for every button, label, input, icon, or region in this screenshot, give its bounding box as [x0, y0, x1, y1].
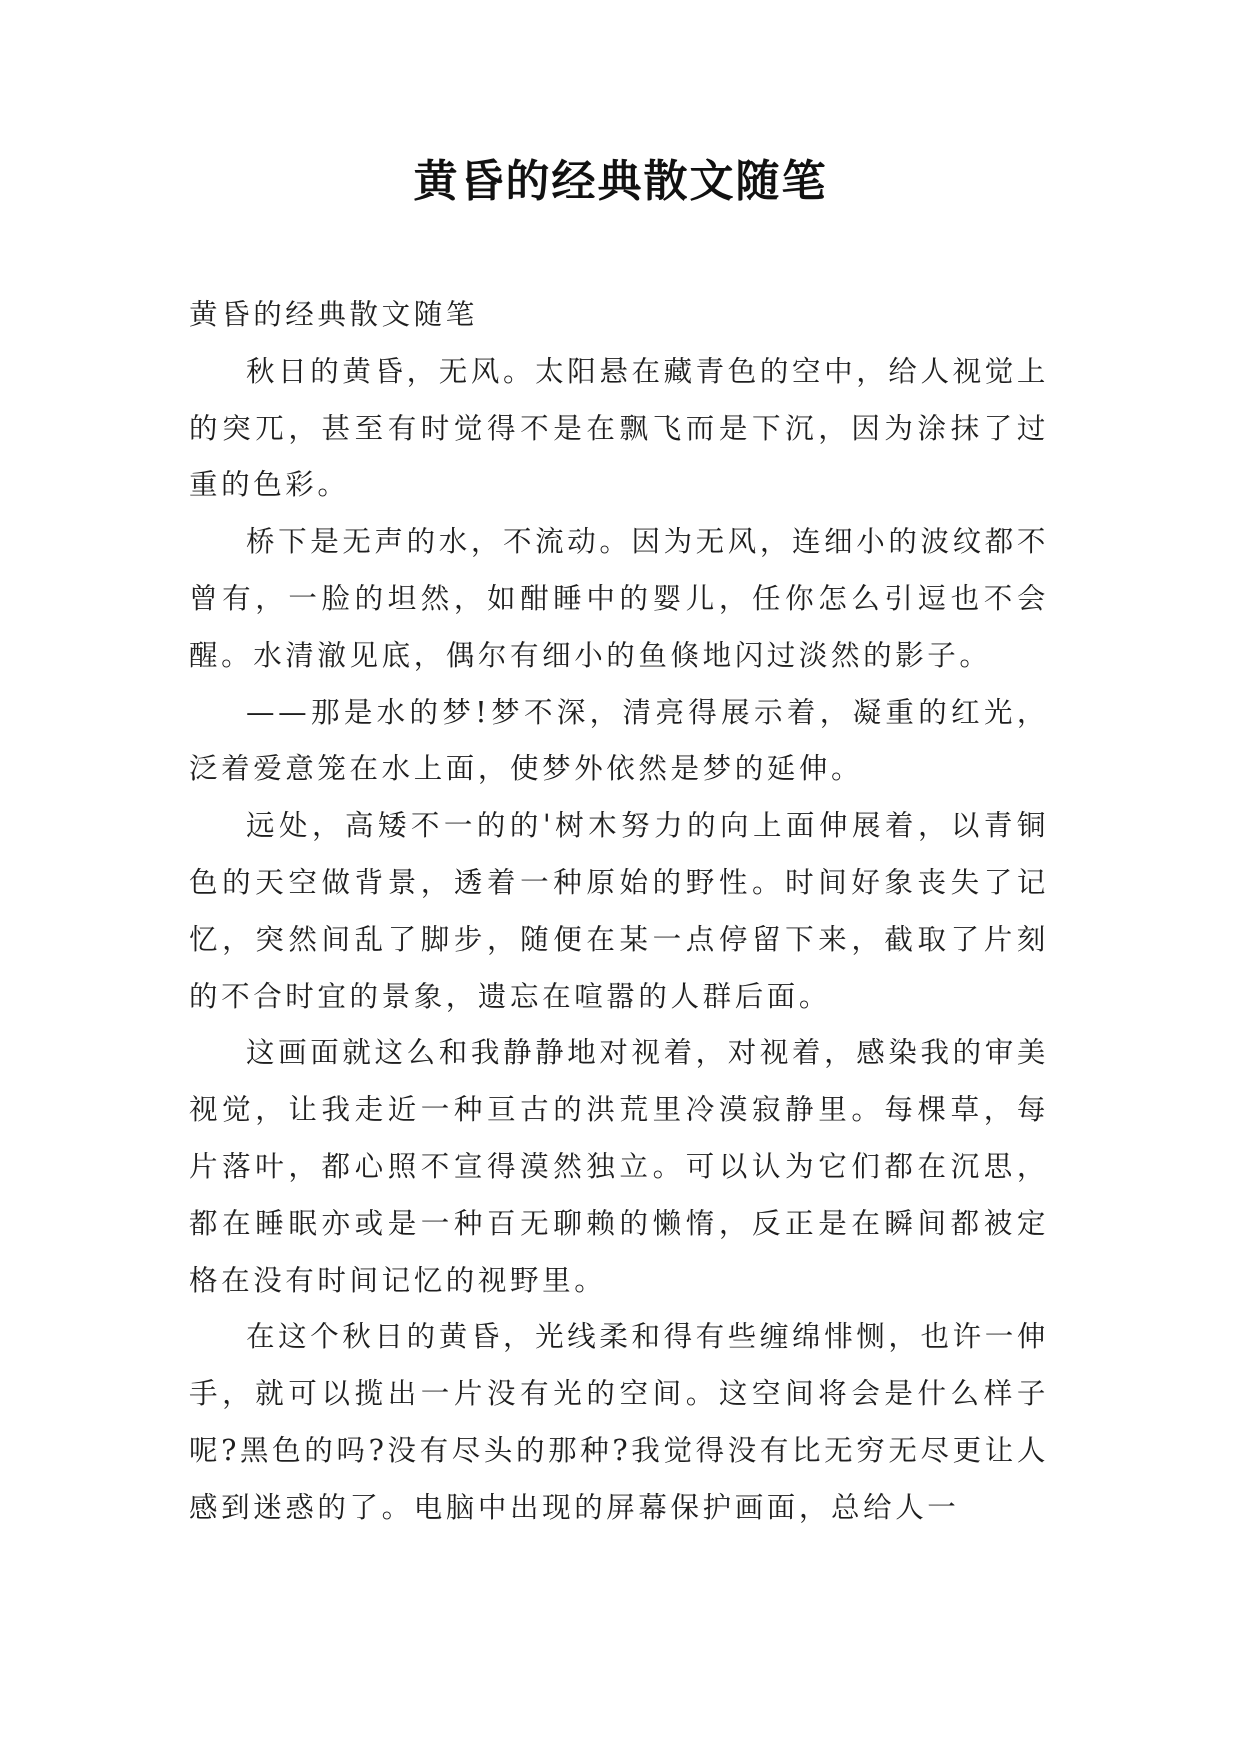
paragraph: 秋日的黄昏，无风。太阳悬在藏青色的空中，给人视觉上的突兀，甚至有时觉得不是在飘飞而是下沉，因为涂抹了过重的色彩。: [189, 354, 1049, 502]
document-body: [189, 287, 1049, 1537]
paragraph: 远处，高矮不一的的'树木努力的向上面伸展着，以青铜色的天空做背景，透着一种原始的野性。时间好象丧失了记忆，突然间乱了脚步，随便在某一点停留下来，截取了片刻的不合时宜的景象，遗忘在喧嚣的人群后面。: [189, 809, 1049, 1013]
paragraph: 这画面就这么和我静静地对视着，对视着，感染我的审美视觉，让我走近一种亘古的洪荒里冷漠寂静里。每棵草，每片落叶，都心照不宣得漠然独立。可以认为它们都在沉思，都在睡眠亦或是一种百无聊赖的懒惰，反正是在瞬间都被定格在没有时间记忆的视野里。: [189, 1036, 1049, 1297]
paragraph: ——那是水的梦!梦不深，清亮得展示着，凝重的红光，泛着爱意笼在水上面，使梦外依然是梦的延伸。: [189, 695, 1049, 786]
paragraph: 桥下是无声的水，不流动。因为无风，连细小的波纹都不曾有，一脸的坦然，如酣睡中的婴儿，任你怎么引逗也不会醒。水清澈见底，偶尔有细小的鱼倏地闪过淡然的影子。: [189, 525, 1049, 672]
document-subtitle: 黄昏的经典散文随笔: [189, 298, 478, 331]
document-title: 黄昏的经典散文随笔: [413, 156, 828, 207]
paragraph: 在这个秋日的黄昏，光线柔和得有些缠绵悱恻，也许一伸手，就可以揽出一片没有光的空间。这空间将会是什么样子呢?黑色的吗?没有尽头的那种?我觉得没有比无穷无尽更让人感到迷惑的了。电脑中出现的屏幕保护画面，总给人一: [189, 1320, 1049, 1524]
